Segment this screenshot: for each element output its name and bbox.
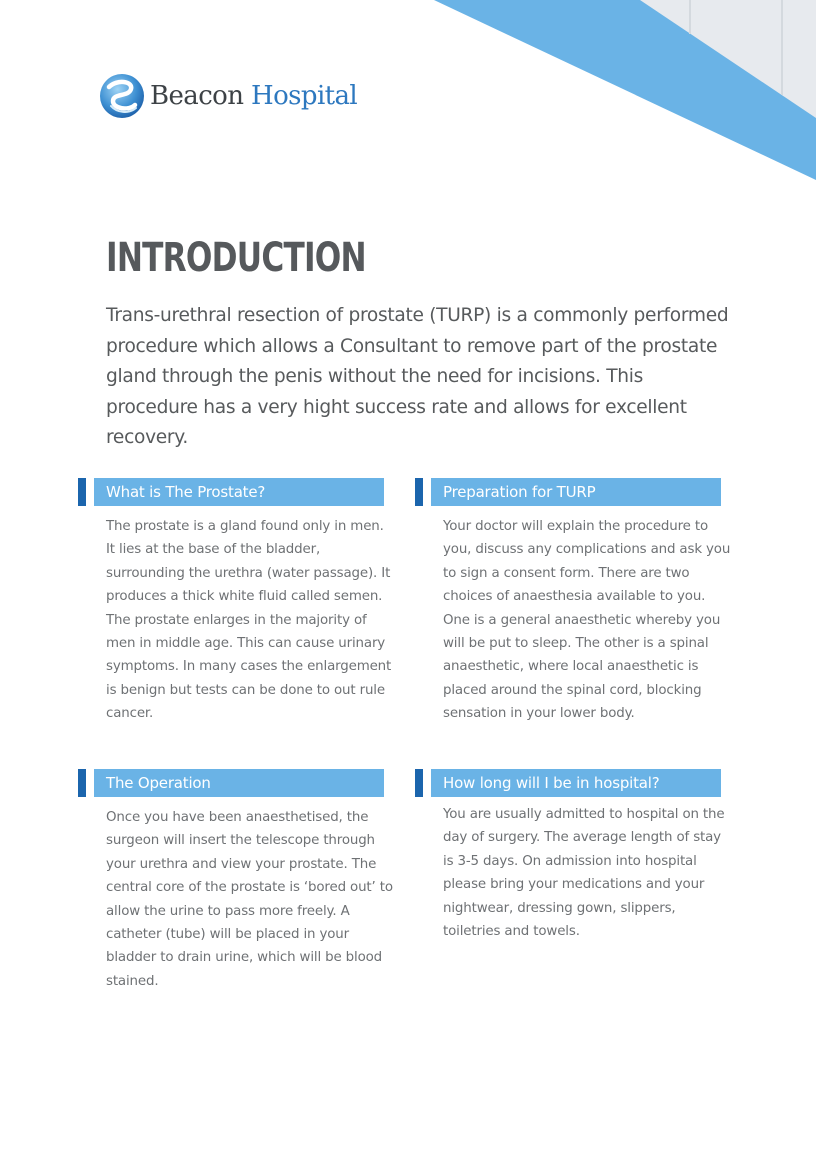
- intro-paragraph: Trans-urethral resection of prostate (TURP) is a commonly performed procedure which allows a Consultant to remove part of the prostate gland through the penis without the need for incisions. This procedure has a very hight success rate and allows for excellent recovery.: [106, 305, 729, 449]
- section-the-operation: [78, 769, 393, 989]
- section-title: The Operation: [106, 774, 211, 792]
- logo-wordmark: [150, 83, 357, 109]
- intro-title: INTRODUCTION: [106, 235, 366, 281]
- section-header-bar: [415, 769, 721, 797]
- section-text: Once you have been anaesthetised, the surgeon will insert the telescope through your urethra and view your prostate. The central core of the prostate is ‘bored out’ to allow the urine to pass more freely. A catheter (tube) will be placed in your bladder to drain urine, which will be blood stained.: [106, 810, 393, 989]
- section-header-bar: [78, 478, 384, 506]
- section-text: The prostate is a gland found only in men. It lies at the base of the bladder, surrounding the urethra (water passage). It produces a thick white fluid called semen. The prostate enlarges in the majority of men in middle age. This can cause urinary symptoms. In many cases the enlargement is benign but tests can be done to out rule cancer.: [106, 519, 392, 722]
- section-header-bar: [78, 769, 384, 797]
- section-title: What is The Prostate?: [106, 483, 266, 501]
- section-bar-accent: [415, 769, 423, 797]
- section-bar-accent: [78, 478, 86, 506]
- section-title: Preparation for TURP: [443, 483, 596, 501]
- hospital-logo: [99, 73, 357, 119]
- logo-word-hospital: Hospital: [251, 81, 358, 111]
- logo-word-beacon: Beacon: [150, 81, 244, 111]
- section-preparation: [415, 478, 731, 722]
- beacon-swirl-icon: [99, 73, 145, 119]
- section-what-is-prostate: [78, 478, 392, 722]
- section-bar-accent: [415, 478, 423, 506]
- section-hospital-stay: [415, 769, 725, 940]
- section-bar-accent: [78, 769, 86, 797]
- section-text: Your doctor will explain the procedure to you, discuss any complications and ask you to sign a consent form. There are two choices of anaesthesia available to you. One is a general anaesthetic whereby you will be put to sleep. The other is a spinal anaesthetic, where local anaesthetic is placed around the spinal cord, blocking sensation in your lower body.: [443, 519, 731, 722]
- section-text: You are usually admitted to hospital on the day of surgery. The average length of stay is 3-5 days. On admission into hospital please bring your medications and your nightwear, dressing gown, slippers, toiletries and towels.: [443, 807, 725, 940]
- section-header-bar: [415, 478, 721, 506]
- section-title: How long will I be in hospital?: [443, 774, 660, 792]
